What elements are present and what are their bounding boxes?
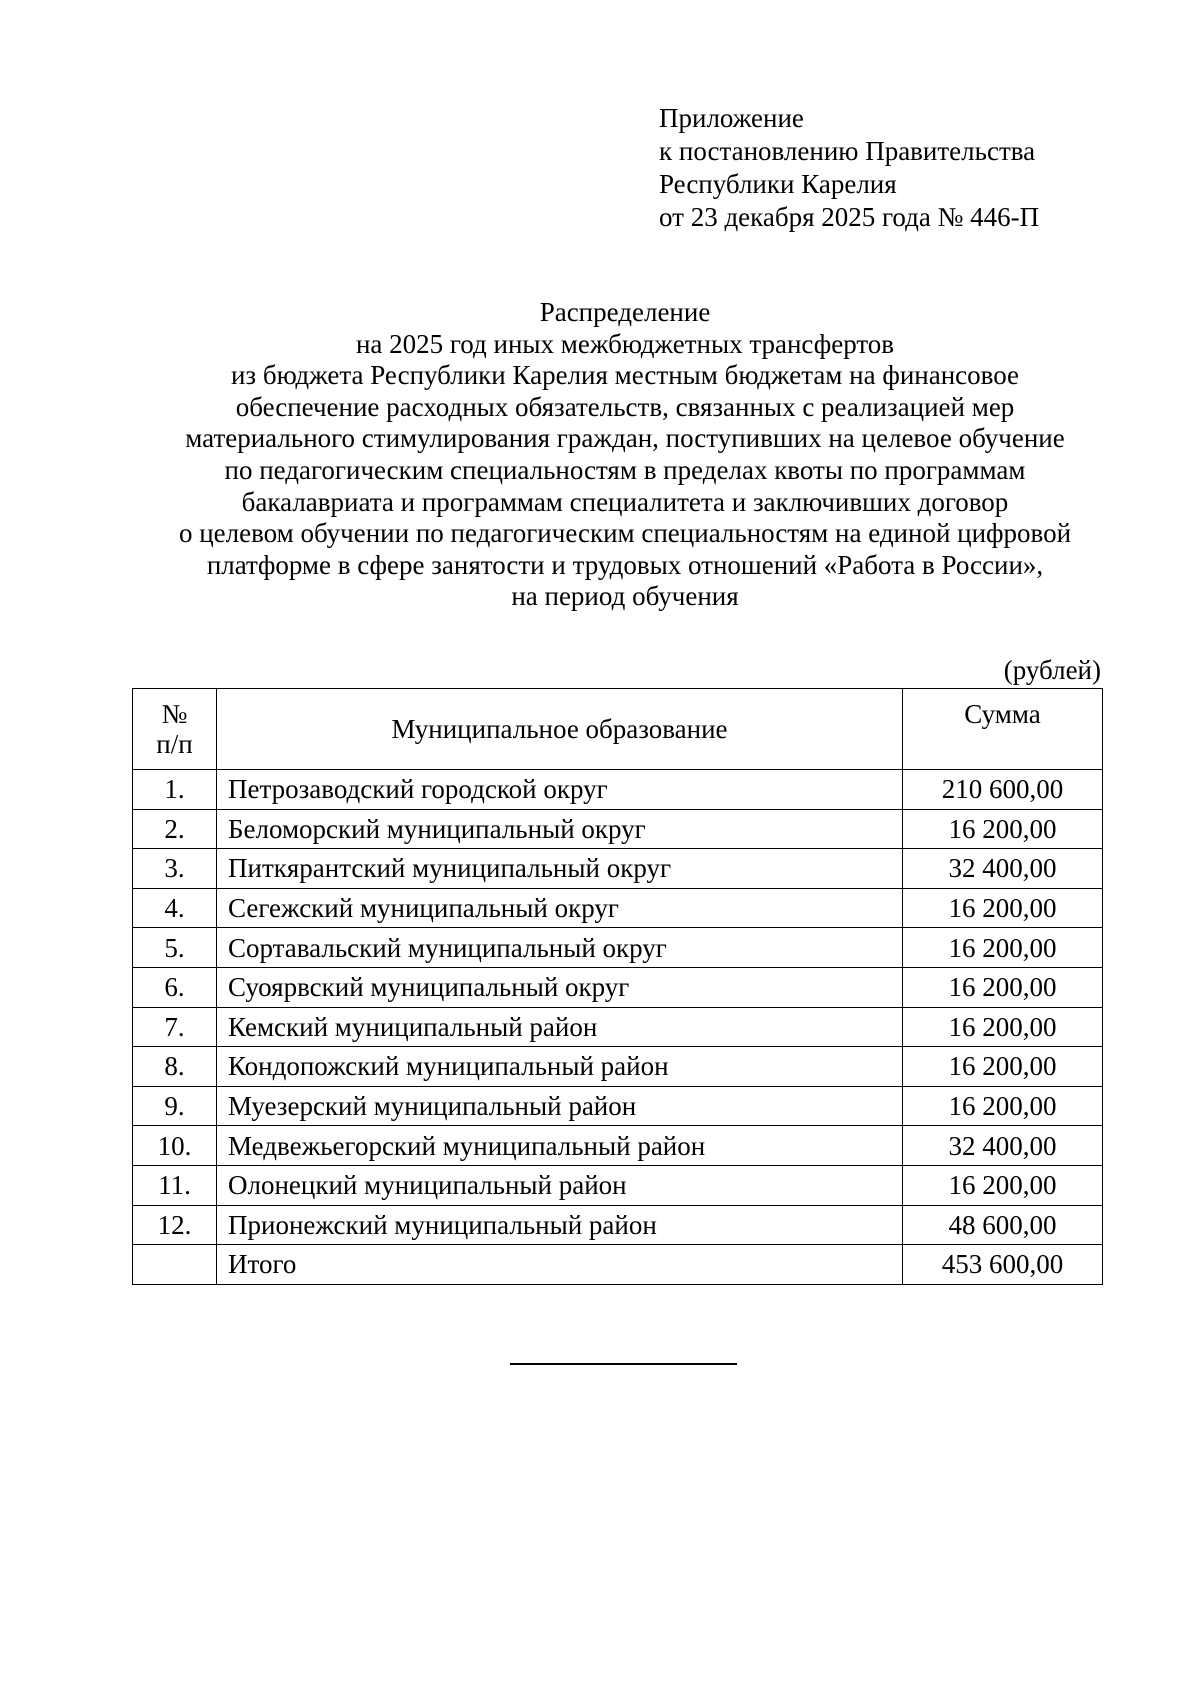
title-line: по педагогическим специальностям в пределах квоты по программам [224, 454, 1026, 485]
title-line: из бюджета Республики Карелия местным бюджетам на финансовое [230, 360, 1020, 391]
row-number: 5. [133, 928, 217, 968]
title-line: на 2025 год иных межбюджетных трансфертов [355, 328, 895, 359]
row-number: 8. [133, 1047, 217, 1087]
municipality-name: Медвежьегорский муниципальный район [217, 1126, 903, 1166]
appendix-line: Приложение [659, 103, 804, 133]
title-line: на период обучения [511, 581, 739, 612]
amount: 16 200,00 [903, 809, 1103, 849]
row-number: 12. [133, 1205, 217, 1245]
row-number: 6. [133, 967, 217, 1007]
appendix-line: Республики Карелия [659, 169, 897, 199]
table-row [133, 1165, 1103, 1205]
municipality-name: Муезерский муниципальный район [217, 1086, 903, 1126]
amount: 32 400,00 [903, 1126, 1103, 1166]
row-number: 3. [133, 849, 217, 889]
header-number-pp: п/п [156, 729, 193, 759]
row-number: 11. [133, 1165, 217, 1205]
municipality-name: Кемский муниципальный район [217, 1007, 903, 1047]
table-row [133, 1126, 1103, 1166]
title-line: платформе в сфере занятости и трудовых отношений «Работа в России», [206, 549, 1044, 580]
amount: 16 200,00 [903, 928, 1103, 968]
title-line: о целевом обучении по педагогическим специальностям на единой цифровой [178, 518, 1072, 549]
amount: 16 200,00 [903, 967, 1103, 1007]
total-row [133, 1245, 1103, 1285]
appendix-block [659, 102, 1039, 234]
amount: 16 200,00 [903, 1165, 1103, 1205]
appendix-line: к постановлению Правительства [659, 136, 1036, 166]
table-row [133, 928, 1103, 968]
amount: 16 200,00 [903, 1086, 1103, 1126]
appendix-line: от 23 декабря 2025 года № 446-П [659, 202, 1040, 232]
municipality-name: Прионежский муниципальный район [217, 1205, 903, 1245]
header-municipality: Муниципальное образование [217, 689, 903, 770]
table-row [133, 809, 1103, 849]
row-number: 1. [133, 770, 217, 810]
table-row [133, 888, 1103, 928]
municipality-name: Питкярантский муниципальный округ [217, 849, 903, 889]
amount: 48 600,00 [903, 1205, 1103, 1245]
table-row [133, 1205, 1103, 1245]
table-row [133, 770, 1103, 810]
row-number: 9. [133, 1086, 217, 1126]
row-number: 10. [133, 1126, 217, 1166]
title-line: Распределение [539, 297, 711, 327]
municipality-name: Кондопожский муниципальный район [217, 1047, 903, 1087]
municipality-name: Сегежский муниципальный округ [217, 888, 903, 928]
municipality-name: Сортавальский муниципальный округ [217, 928, 903, 968]
table-row [133, 967, 1103, 1007]
table-body [133, 770, 1103, 1285]
table-row [133, 1086, 1103, 1126]
header-sum: Сумма [903, 689, 1103, 770]
table-row [133, 1007, 1103, 1047]
table-header-row [133, 689, 1103, 770]
amount: 32 400,00 [903, 849, 1103, 889]
row-number: 2. [133, 809, 217, 849]
table-row [133, 1047, 1103, 1087]
amount: 16 200,00 [903, 1007, 1103, 1047]
end-divider [510, 1363, 737, 1365]
distribution-table [132, 688, 1103, 1285]
amount: 210 600,00 [903, 770, 1103, 810]
document-title [130, 297, 1120, 613]
row-number [133, 1245, 217, 1285]
title-line: материального стимулирования граждан, поступивших на целевое обучение [185, 423, 1065, 454]
title-line: обеспечение расходных обязательств, связанных с реализацией мер [235, 391, 1015, 422]
header-number-sign: № [161, 699, 188, 729]
title-line: бакалавриата и программам специалитета и заключивших договор [241, 486, 1009, 517]
units-label: (рублей) [1003, 655, 1101, 685]
amount: 16 200,00 [903, 1047, 1103, 1087]
amount: 16 200,00 [903, 888, 1103, 928]
municipality-name: Итого [217, 1245, 903, 1285]
header-number [133, 689, 217, 770]
municipality-name: Олонецкий муниципальный район [217, 1165, 903, 1205]
municipality-name: Петрозаводский городской округ [217, 770, 903, 810]
municipality-name: Суоярвский муниципальный округ [217, 967, 903, 1007]
amount: 453 600,00 [903, 1245, 1103, 1285]
row-number: 7. [133, 1007, 217, 1047]
municipality-name: Беломорский муниципальный округ [217, 809, 903, 849]
row-number: 4. [133, 888, 217, 928]
table-row [133, 849, 1103, 889]
